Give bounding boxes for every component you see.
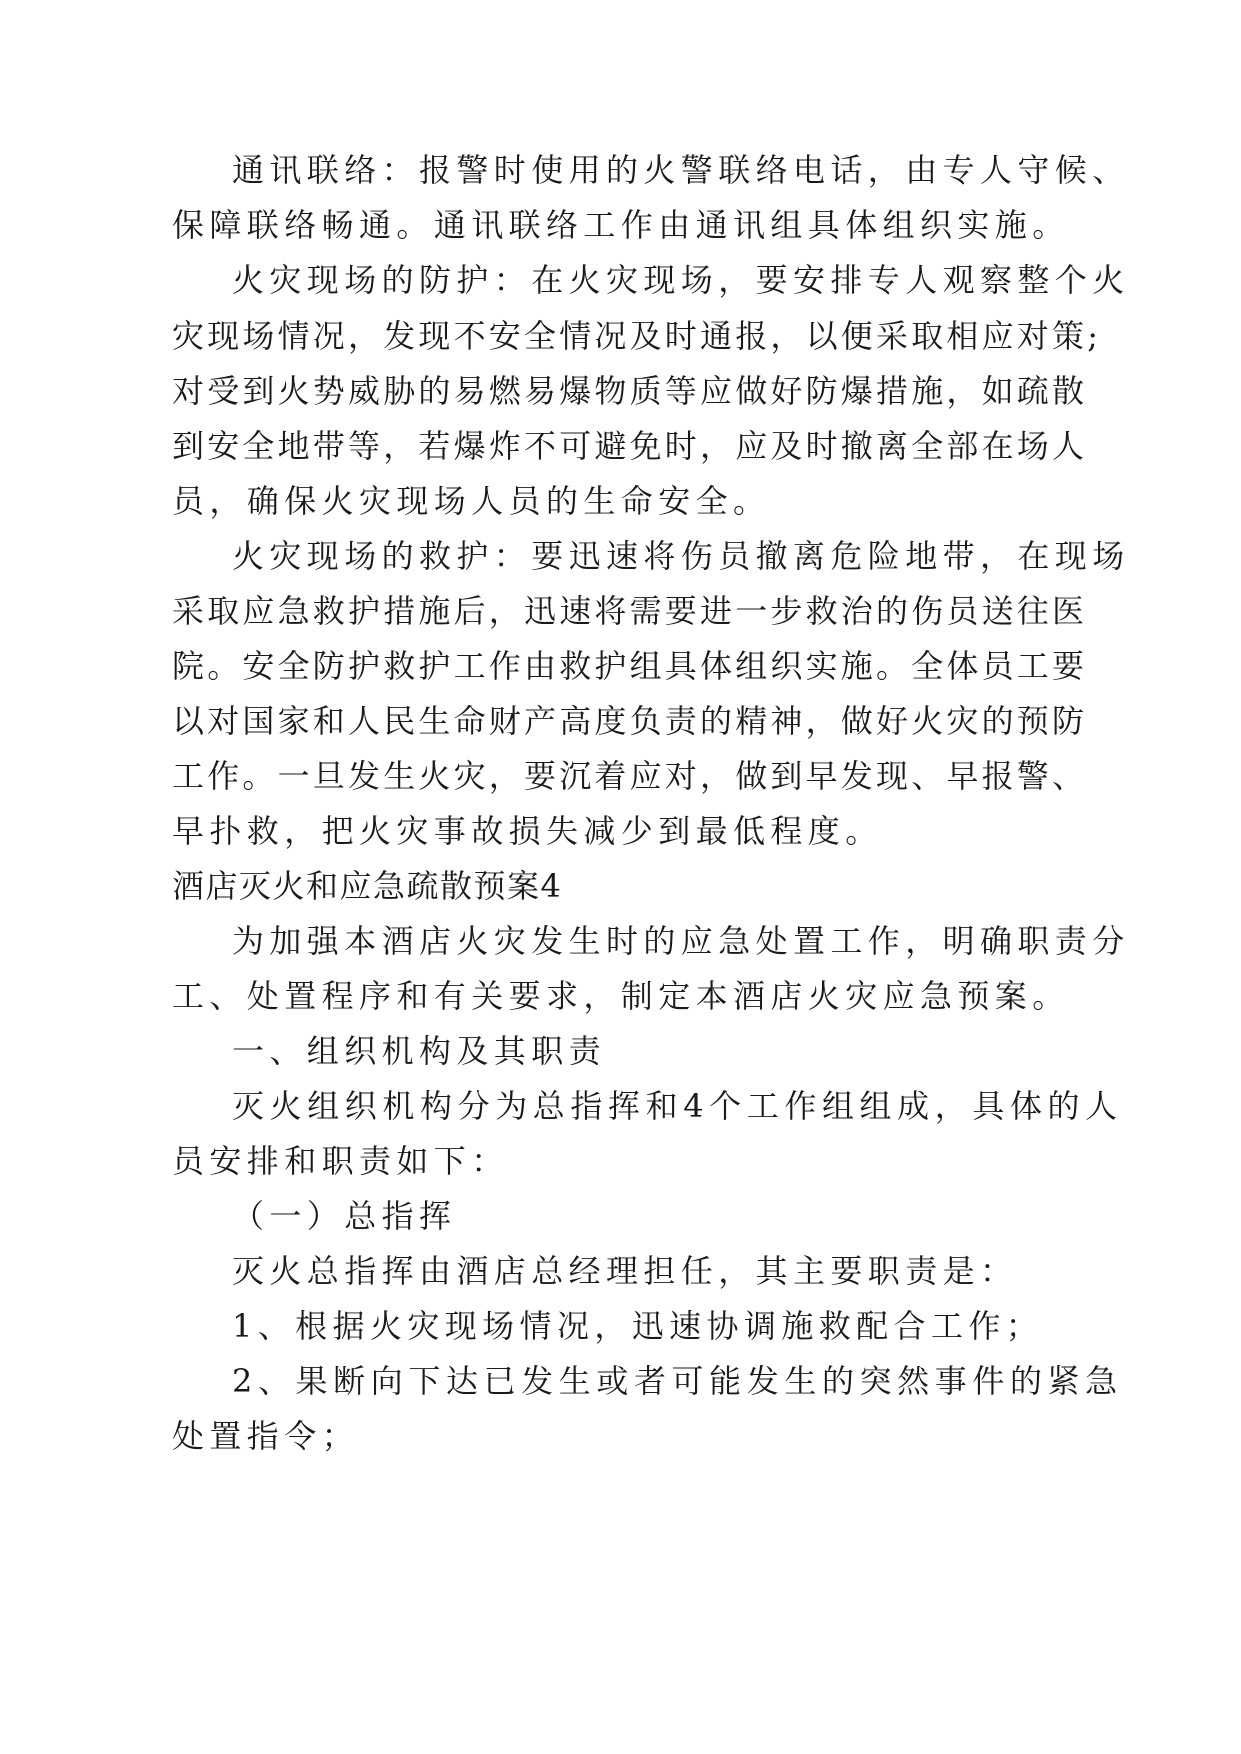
list-item: 1、根据火灾现场情况，迅速协调施救配合工作；: [232, 1307, 1044, 1345]
paragraph-line: 灾现场情况，发现不安全情况及时通报，以便采取相应对策;: [172, 317, 1102, 355]
paragraph-line: 院。安全防护救护工作由救护组具体组织实施。全体员工要: [172, 647, 1088, 685]
list-item-continuation: 处置指令；: [172, 1417, 360, 1455]
paragraph-line: 灭火总指挥由酒店总经理担任，其主要职责是：: [232, 1252, 1018, 1290]
section-heading: 酒店灭火和应急疏散预案4: [172, 867, 563, 905]
paragraph-line: 灭火组织机构分为总指挥和4个工作组组成，具体的人: [232, 1087, 1123, 1125]
paragraph-line: 以对国家和人民生命财产高度负责的精神，做好火灾的预防: [172, 702, 1088, 740]
paragraph-line: 火灾现场的救护：要迅速将伤员撤离危险地带，在现场: [232, 537, 1130, 575]
paragraph-line: 工、处置程序和有关要求，制定本酒店火灾应急预案。: [172, 977, 1070, 1015]
paragraph-line: 为加强本酒店火灾发生时的应急处置工作，明确职责分: [232, 922, 1130, 960]
paragraph-line: 员，确保火灾现场人员的生命安全。: [172, 482, 771, 520]
paragraph-line: 到安全地带等，若爆炸不可避免时，应及时撤离全部在场人: [172, 427, 1088, 465]
subsection-heading: 一、组织机构及其职责: [232, 1032, 607, 1070]
paragraph-line: 采取应急救护措施后，迅速将需要进一步救治的伤员送往医: [172, 592, 1088, 630]
paragraph-line: 通讯联络：报警时使用的火警联络电话，由专人守候、: [232, 151, 1130, 189]
subsection-heading: （一）总指挥: [232, 1197, 457, 1235]
list-item: 2、果断向下达已发生或者可能发生的突然事件的紧急: [232, 1362, 1123, 1400]
paragraph-line: 对受到火势威胁的易燃易爆物质等应做好防爆措施，如疏散: [172, 372, 1088, 410]
paragraph-line: 火灾现场的防护：在火灾现场，要安排专人观察整个火: [232, 261, 1130, 299]
paragraph-line: 保障联络畅通。通讯联络工作由通讯组具体组织实施。: [172, 206, 1070, 244]
paragraph-line: 员安排和职责如下：: [172, 1142, 509, 1180]
paragraph-line: 早扑救，把火灾事故损失减少到最低程度。: [172, 812, 883, 850]
paragraph-line: 工作。一旦发生火灾，要沉着应对，做到早发现、早报警、: [172, 757, 1088, 795]
